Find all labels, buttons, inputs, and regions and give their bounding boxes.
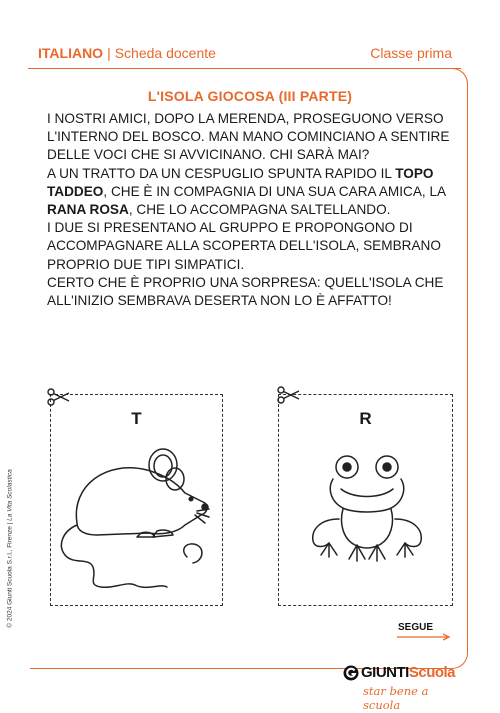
arrow-right-icon[interactable] (397, 633, 451, 641)
scissors-icon (47, 388, 71, 406)
copyright-notice (7, 429, 14, 669)
magazine-name: La Vita Scolastica (6, 469, 14, 521)
card-letter: T (131, 409, 142, 428)
frog-illustration-icon (299, 449, 434, 569)
subject-label: ITALIANO (38, 45, 104, 61)
cutout-card-mouse[interactable] (50, 394, 223, 606)
publisher-tagline: star bene a scuola (363, 684, 429, 712)
character-name-frog: RANA ROSA (47, 202, 129, 218)
cutout-card-frog[interactable] (278, 394, 453, 606)
sheet-type-label: Scheda docente (114, 45, 216, 61)
card-letter: R (359, 409, 372, 428)
brand-part: GIUNTI (361, 664, 409, 681)
story-text-run: A UN TRATTO DA UN CESPUGLIO SPUNTA RAPIDO IL (47, 165, 396, 181)
character-name-mouse: TOPO TADDEO (47, 165, 434, 199)
header-separator: | (107, 45, 111, 61)
page-title: L'ISOLA GIOCOSA (III PARTE) (147, 88, 353, 104)
class-label: Classe prima (370, 45, 452, 61)
brand-part-accent: Scuola (408, 664, 456, 681)
story-paragraph-3: I DUE SI PRESENTANO AL GRUPPO E PROPONGONO DI ACCOMPAGNARE ALLA SCOPERTA DELL'ISOLA, SEMBRANO PROPRIO DUE TIPI SIMPATICI. (47, 220, 441, 272)
story-text (47, 110, 467, 310)
story-paragraph-1: I NOSTRI AMICI, DOPO LA MERENDA, PROSEGUONO VERSO L'INTERNO DEL BOSCO. MAN MANO COMINCIANO A SENTIRE DELLE VOCI CHE SI AVVICINANO. CHI SARÀ MAI? (47, 111, 450, 163)
story-text-run: , CHE È IN COMPAGNIA DI UNA SUA CARA AMICA, LA (103, 183, 446, 199)
story-text-run: , CHE LO ACCOMPAGNA SALTELLANDO. (128, 202, 391, 218)
scissors-icon (277, 386, 301, 404)
mouse-illustration-icon (57, 445, 217, 590)
next-page-label[interactable]: SEGUE (398, 622, 434, 633)
giunti-g-logo-icon (343, 665, 359, 681)
header-left (38, 45, 216, 61)
publisher-logo (343, 664, 458, 712)
story-paragraph-4: CERTO CHE È PROPRIO UNA SORPRESA: QUELL'ISOLA CHE ALL'INIZIO SEMBRAVA DESERTA NON LO È AFFATTO! (47, 274, 444, 309)
copyright-text: © 2024 Giunti Scuola S.r.l., Firenze | (6, 520, 14, 628)
story-paragraph-2 (47, 165, 467, 220)
publisher-name (361, 664, 455, 681)
